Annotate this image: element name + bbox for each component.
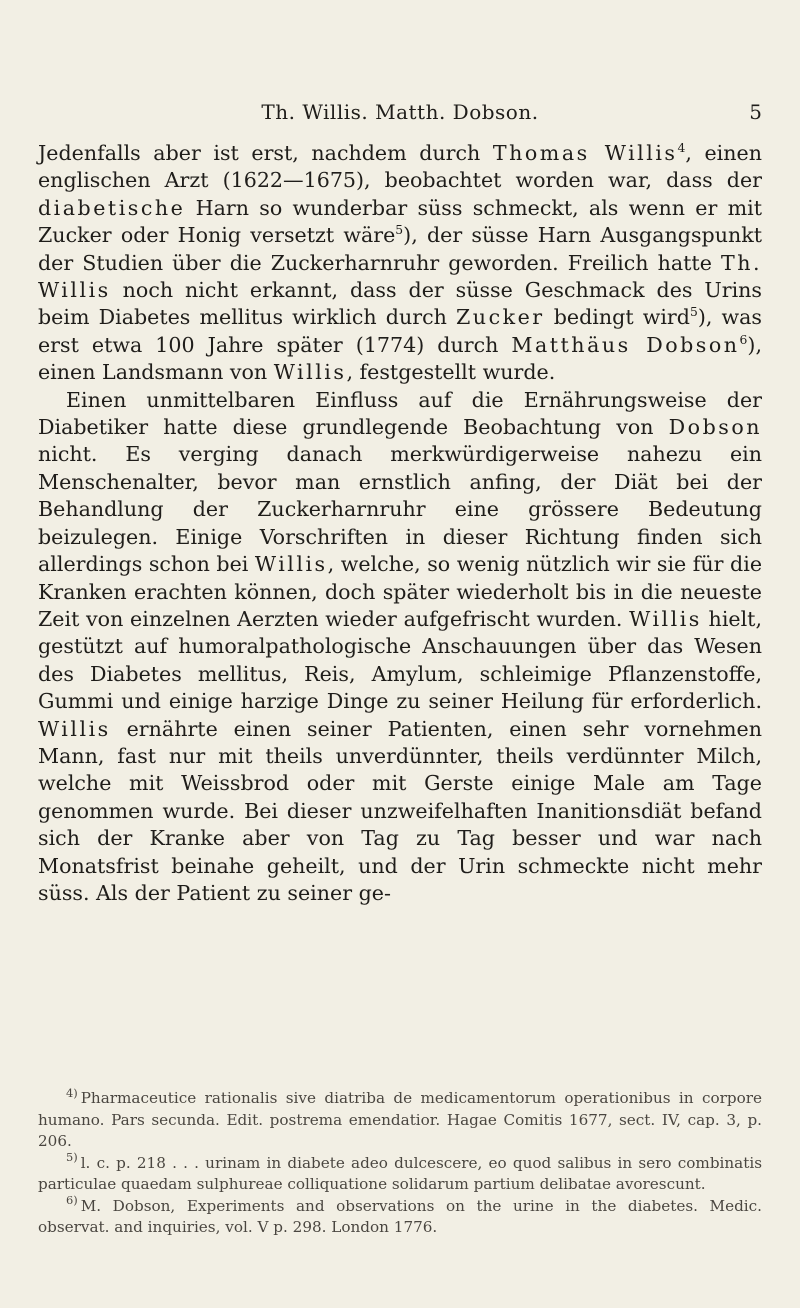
text-run: noch nicht erkannt, dass der süsse Geschmack des Urins beim Diabetes mellitus wirklich durch bbox=[38, 278, 762, 330]
emphasis: diabetische bbox=[38, 195, 186, 220]
main-text bbox=[38, 140, 762, 907]
person-name: Willis bbox=[254, 552, 328, 577]
text-run: ), was erst etwa 100 Jahre später (1774) durch bbox=[38, 305, 762, 357]
text-run: nicht. Es verging danach merkwürdigerweise nahezu ein Menschenalter, bevor man ernstlich anfing, der Diät bei der Behandlung der Zuckerharnruhr eine grössere Bedeutung beizulegen. Einige Vorschriften in dieser Richtung finden sich allerdings schon bei bbox=[38, 442, 762, 577]
person-name: Thomas Willis bbox=[492, 141, 678, 165]
text-run: , einen englischen Arzt (1622—1675), beobachtet worden war, dass der bbox=[38, 141, 762, 193]
footnote-text: Pharmaceutice rationalis sive diatriba de medicamentorum operationibus in corpore humano. Pars secunda. Edit. postrema emendatior. Hagae Comitis 1677, sect. IV, cap. 3, p. 206. bbox=[38, 1089, 762, 1150]
person-name: Dobson bbox=[668, 415, 762, 440]
page-header bbox=[38, 100, 762, 130]
footnote-text: l. c. p. 218 . . . urinam in diabete adeo dulcescere, eo quod salibus in sero combinatis particulae quaedam sulphureae colliquatione solidarum partium delibatae avorescunt. bbox=[38, 1153, 762, 1193]
text-run: bedingt wird bbox=[544, 305, 690, 330]
person-name: Th. Willis bbox=[38, 250, 762, 303]
text-run: , welche, so wenig nützlich wir sie für die Kranken erachten können, doch später wiederholt bis in die neueste Zeit von einzelnen Aerzten wieder aufgefrischt wurden. bbox=[38, 552, 763, 631]
text-run: Einen unmittelbaren Einfluss auf die Ernährungsweise der Diabetiker hatte diese grundlegende Beobachtung von bbox=[38, 387, 762, 440]
footnote-6 bbox=[38, 1193, 762, 1239]
running-head: Th. Willis. Matth. Dobson. bbox=[261, 100, 539, 124]
footnote-ref: 5 bbox=[689, 305, 698, 320]
page-number: 5 bbox=[749, 100, 762, 124]
footnote-text: M. Dobson, Experiments and observations on the urine in the diabetes. Medic. observat. and inquiries, vol. V p. 298. London 1776. bbox=[38, 1196, 762, 1236]
footnote-ref: 4 bbox=[677, 141, 686, 156]
footnote-ref: 6 bbox=[739, 332, 748, 347]
footnote-marker: 5) bbox=[66, 1150, 78, 1165]
text-run: ), der süsse Harn Ausgangspunkt der Studien über die Zuckerharnruhr geworden. Freilich hatte bbox=[38, 223, 762, 275]
paragraph-2 bbox=[38, 387, 762, 908]
person-name: Willis bbox=[629, 606, 702, 631]
person-name: Willis bbox=[273, 360, 347, 385]
text-run: Jedenfalls aber ist erst, nachdem durch bbox=[38, 141, 493, 165]
text-run: Harn so wunderbar süss schmeckt, als wenn er mit Zucker oder Honig versetzt wäre bbox=[38, 195, 762, 248]
footnote-5 bbox=[38, 1150, 762, 1196]
footnote-4 bbox=[38, 1085, 762, 1153]
footnote-marker: 4) bbox=[66, 1085, 78, 1100]
footnote-ref: 5 bbox=[395, 223, 404, 238]
text-run: ), einen Landsmann von bbox=[38, 332, 762, 385]
text-run: , festgestellt wurde. bbox=[346, 360, 556, 385]
person-name: Matthäus Dobson bbox=[511, 332, 740, 357]
emphasis: Zucker bbox=[456, 305, 545, 330]
paragraph-1 bbox=[38, 140, 762, 387]
person-name: Willis bbox=[38, 716, 111, 741]
text-run: hielt, gestützt auf humoralpathologische Anschauungen über das Wesen des Diabetes mellitus, Reis, Amylum, schleimige Pflanzenstoffe, Gummi und einige harzige Dinge zu seiner Heilung für erforderlich. bbox=[38, 606, 762, 714]
text-run: ernährte einen seiner Patienten, einen sehr vornehmen Mann, fast nur mit theils unverdünnter, theils verdünnter Milch, welche mit Weissbrod oder mit Gerste einige Male am Tage genommen wurde. Bei dieser unzweifelhaften Inanitionsdiät befand sich der Kranke aber von Tag zu Tag besser und war nach Monatsfrist beinahe geheilt, und der Urin schmeckte nicht mehr süss. Als der Patient zu seiner ge- bbox=[38, 716, 762, 905]
footnotes bbox=[38, 1085, 762, 1239]
footnote-marker: 6) bbox=[66, 1193, 78, 1208]
